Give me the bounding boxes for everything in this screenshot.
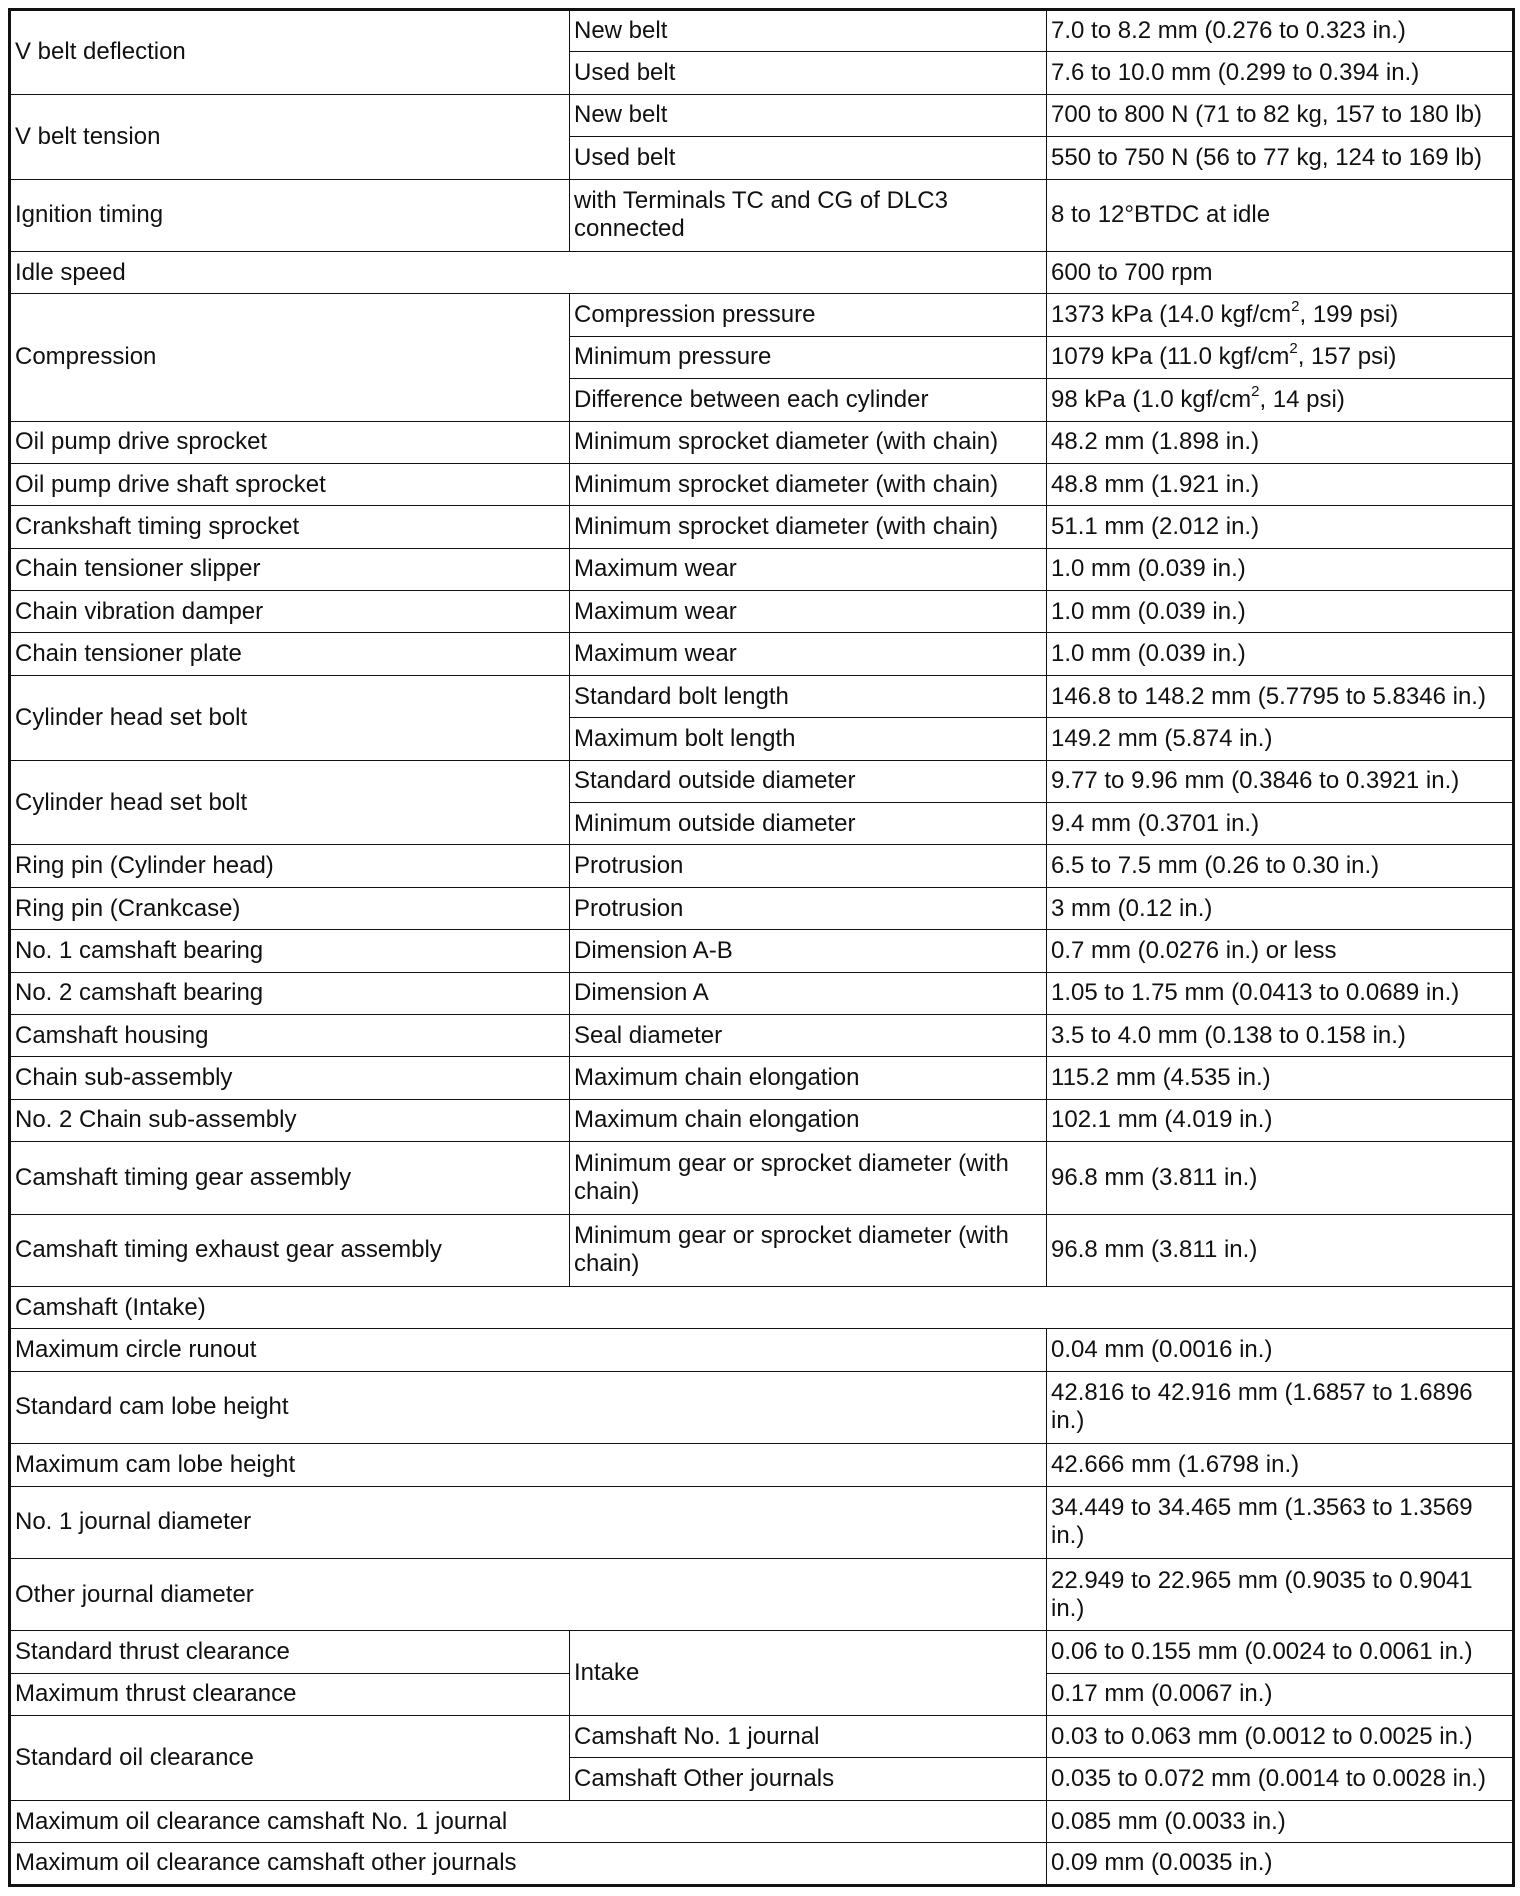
value-cell: 22.949 to 22.965 mm (0.9035 to 0.9041 in.) <box>1047 1558 1514 1630</box>
value-cell: 7.0 to 8.2 mm (0.276 to 0.323 in.) <box>1047 10 1514 52</box>
item-cell: Standard thrust clearance <box>10 1631 570 1673</box>
condition-cell: Intake <box>570 1631 1047 1716</box>
item-cell: Maximum cam lobe height <box>10 1444 1047 1486</box>
item-cell: V belt deflection <box>10 10 570 95</box>
value-cell: 1.05 to 1.75 mm (0.0413 to 0.0689 in.) <box>1047 972 1514 1014</box>
condition-cell: Minimum gear or sprocket diameter (with chain) <box>570 1142 1047 1214</box>
table-row <box>10 845 1514 887</box>
value-cell <box>1047 294 1514 336</box>
table-row <box>10 1099 1514 1141</box>
value-cell <box>1047 336 1514 378</box>
table-row <box>10 463 1514 505</box>
value-cell: 0.04 mm (0.0016 in.) <box>1047 1329 1514 1371</box>
value-cell: 96.8 mm (3.811 in.) <box>1047 1142 1514 1214</box>
item-cell: Ring pin (Cylinder head) <box>10 845 570 887</box>
value-text: , 199 psi) <box>1299 301 1399 329</box>
value-text: 1373 kPa (14.0 kgf/cm <box>1051 301 1292 329</box>
table-row <box>10 1014 1514 1056</box>
value-cell: 102.1 mm (4.019 in.) <box>1047 1099 1514 1141</box>
item-cell: Chain tensioner plate <box>10 633 570 675</box>
condition-cell: Used belt <box>570 52 1047 94</box>
table-row <box>10 1631 1514 1673</box>
value-cell: 550 to 750 N (56 to 77 kg, 124 to 169 lb) <box>1047 137 1514 179</box>
item-cell: Cylinder head set bolt <box>10 760 570 845</box>
item-cell: Crankshaft timing sprocket <box>10 506 570 548</box>
value-text: , 157 psi) <box>1297 343 1397 371</box>
item-cell: Maximum thrust clearance <box>10 1673 570 1715</box>
value-cell: 8 to 12°BTDC at idle <box>1047 179 1514 251</box>
table-row <box>10 1329 1514 1371</box>
condition-cell: Minimum sprocket diameter (with chain) <box>570 463 1047 505</box>
table-row <box>10 1214 1514 1286</box>
item-cell: V belt tension <box>10 94 570 179</box>
table-row <box>10 1716 1514 1758</box>
value-text: 1079 kPa (11.0 kgf/cm <box>1051 343 1290 371</box>
section-heading-cell: Camshaft (Intake) <box>10 1286 1514 1328</box>
condition-cell: New belt <box>570 94 1047 136</box>
value-cell: 0.09 mm (0.0035 in.) <box>1047 1843 1514 1885</box>
item-cell: Camshaft timing exhaust gear assembly <box>10 1214 570 1286</box>
condition-cell: Minimum outside diameter <box>570 803 1047 845</box>
value-cell: 48.8 mm (1.921 in.) <box>1047 463 1514 505</box>
value-cell: 149.2 mm (5.874 in.) <box>1047 718 1514 760</box>
condition-cell: Minimum gear or sprocket diameter (with chain) <box>570 1214 1047 1286</box>
item-cell: No. 2 camshaft bearing <box>10 972 570 1014</box>
table-row <box>10 1057 1514 1099</box>
value-cell: 51.1 mm (2.012 in.) <box>1047 506 1514 548</box>
value-cell: 700 to 800 N (71 to 82 kg, 157 to 180 lb) <box>1047 94 1514 136</box>
item-cell: Oil pump drive shaft sprocket <box>10 463 570 505</box>
table-row <box>10 421 1514 463</box>
condition-cell: Used belt <box>570 137 1047 179</box>
value-cell: 7.6 to 10.0 mm (0.299 to 0.394 in.) <box>1047 52 1514 94</box>
condition-cell: Minimum sprocket diameter (with chain) <box>570 506 1047 548</box>
table-row <box>10 548 1514 590</box>
table-row <box>10 930 1514 972</box>
condition-cell: Maximum wear <box>570 591 1047 633</box>
item-cell: Other journal diameter <box>10 1558 1047 1630</box>
table-row <box>10 591 1514 633</box>
condition-cell: Compression pressure <box>570 294 1047 336</box>
condition-cell: Protrusion <box>570 887 1047 929</box>
value-cell: 1.0 mm (0.039 in.) <box>1047 633 1514 675</box>
condition-cell: Difference between each cylinder <box>570 379 1047 421</box>
superscript: 2 <box>1291 298 1300 316</box>
table-row <box>10 1142 1514 1214</box>
table-row <box>10 760 1514 802</box>
item-cell: Maximum oil clearance camshaft other journals <box>10 1843 1047 1885</box>
condition-cell: Maximum wear <box>570 633 1047 675</box>
item-cell: No. 1 journal diameter <box>10 1486 1047 1558</box>
item-cell: Standard oil clearance <box>10 1716 570 1801</box>
value-cell: 0.06 to 0.155 mm (0.0024 to 0.0061 in.) <box>1047 1631 1514 1673</box>
item-cell: Standard cam lobe height <box>10 1371 1047 1443</box>
value-text: 98 kPa (1.0 kgf/cm <box>1051 385 1252 413</box>
condition-cell: Dimension A <box>570 972 1047 1014</box>
value-cell: 146.8 to 148.2 mm (5.7795 to 5.8346 in.) <box>1047 675 1514 717</box>
table-row <box>10 1371 1514 1443</box>
value-cell: 6.5 to 7.5 mm (0.26 to 0.30 in.) <box>1047 845 1514 887</box>
superscript: 2 <box>1289 340 1298 358</box>
condition-cell: Dimension A-B <box>570 930 1047 972</box>
superscript: 2 <box>1251 382 1260 400</box>
condition-cell: Maximum chain elongation <box>570 1057 1047 1099</box>
item-cell: Cylinder head set bolt <box>10 675 570 760</box>
condition-cell: Standard outside diameter <box>570 760 1047 802</box>
value-cell: 0.085 mm (0.0033 in.) <box>1047 1800 1514 1842</box>
item-cell: Compression <box>10 294 570 421</box>
value-cell: 9.4 mm (0.3701 in.) <box>1047 803 1514 845</box>
value-cell: 0.7 mm (0.0276 in.) or less <box>1047 930 1514 972</box>
item-cell: Oil pump drive sprocket <box>10 421 570 463</box>
table-row <box>10 94 1514 136</box>
value-cell: 600 to 700 rpm <box>1047 251 1514 293</box>
condition-cell: Seal diameter <box>570 1014 1047 1056</box>
condition-cell: Camshaft Other journals <box>570 1758 1047 1800</box>
condition-cell: Protrusion <box>570 845 1047 887</box>
table-row <box>10 251 1514 293</box>
table-row <box>10 633 1514 675</box>
item-cell: Maximum oil clearance camshaft No. 1 journal <box>10 1800 1047 1842</box>
item-cell: Maximum circle runout <box>10 1329 1047 1371</box>
condition-cell: Standard bolt length <box>570 675 1047 717</box>
value-text: , 14 psi) <box>1259 385 1345 413</box>
table-row <box>10 1486 1514 1558</box>
value-cell: 1.0 mm (0.039 in.) <box>1047 548 1514 590</box>
item-cell: Camshaft timing gear assembly <box>10 1142 570 1214</box>
value-cell: 3 mm (0.12 in.) <box>1047 887 1514 929</box>
condition-cell: Maximum bolt length <box>570 718 1047 760</box>
table-row <box>10 506 1514 548</box>
value-cell: 42.816 to 42.916 mm (1.6857 to 1.6896 in.) <box>1047 1371 1514 1443</box>
condition-cell: Maximum wear <box>570 548 1047 590</box>
value-cell: 34.449 to 34.465 mm (1.3563 to 1.3569 in.) <box>1047 1486 1514 1558</box>
value-cell: 9.77 to 9.96 mm (0.3846 to 0.3921 in.) <box>1047 760 1514 802</box>
value-cell: 0.03 to 0.063 mm (0.0012 to 0.0025 in.) <box>1047 1716 1514 1758</box>
value-cell: 3.5 to 4.0 mm (0.138 to 0.158 in.) <box>1047 1014 1514 1056</box>
item-cell: Chain sub-assembly <box>10 1057 570 1099</box>
table-row <box>10 294 1514 336</box>
condition-cell: Minimum pressure <box>570 336 1047 378</box>
value-cell: 96.8 mm (3.811 in.) <box>1047 1214 1514 1286</box>
table-row <box>10 887 1514 929</box>
value-cell <box>1047 379 1514 421</box>
table-row <box>10 1558 1514 1630</box>
item-cell: No. 1 camshaft bearing <box>10 930 570 972</box>
condition-cell: with Terminals TC and CG of DLC3 connected <box>570 179 1047 251</box>
value-cell: 0.035 to 0.072 mm (0.0014 to 0.0028 in.) <box>1047 1758 1514 1800</box>
item-cell: Chain vibration damper <box>10 591 570 633</box>
table-row <box>10 1286 1514 1328</box>
table-row <box>10 972 1514 1014</box>
specification-table <box>8 8 1515 1887</box>
value-cell: 1.0 mm (0.039 in.) <box>1047 591 1514 633</box>
item-cell: Camshaft housing <box>10 1014 570 1056</box>
value-cell: 0.17 mm (0.0067 in.) <box>1047 1673 1514 1715</box>
condition-cell: Camshaft No. 1 journal <box>570 1716 1047 1758</box>
table-row <box>10 179 1514 251</box>
item-cell: No. 2 Chain sub-assembly <box>10 1099 570 1141</box>
condition-cell: Minimum sprocket diameter (with chain) <box>570 421 1047 463</box>
value-cell: 42.666 mm (1.6798 in.) <box>1047 1444 1514 1486</box>
table-row <box>10 1843 1514 1885</box>
item-cell: Idle speed <box>10 251 1047 293</box>
item-cell: Ignition timing <box>10 179 570 251</box>
table-row <box>10 675 1514 717</box>
condition-cell: New belt <box>570 10 1047 52</box>
value-cell: 48.2 mm (1.898 in.) <box>1047 421 1514 463</box>
value-cell: 115.2 mm (4.535 in.) <box>1047 1057 1514 1099</box>
table-row <box>10 10 1514 52</box>
item-cell: Ring pin (Crankcase) <box>10 887 570 929</box>
condition-cell: Maximum chain elongation <box>570 1099 1047 1141</box>
table-row <box>10 1444 1514 1486</box>
item-cell: Chain tensioner slipper <box>10 548 570 590</box>
table-row <box>10 1800 1514 1842</box>
